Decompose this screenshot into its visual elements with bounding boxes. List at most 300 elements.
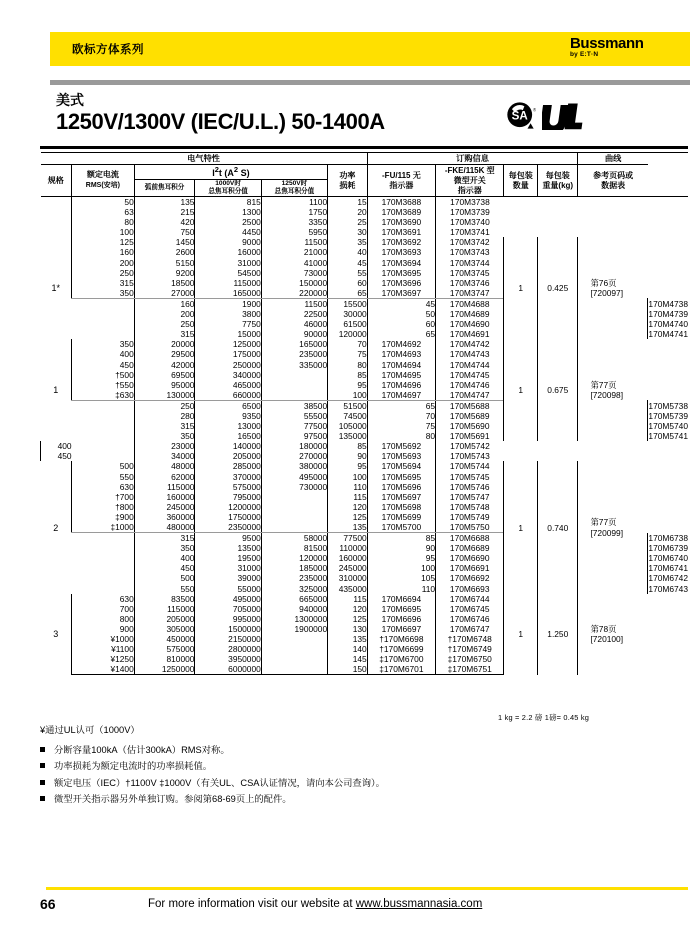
cell-i2t-pre-arc: 9350: [195, 411, 261, 421]
footer-text: [148, 898, 482, 910]
cell-i2t-1250v: 380000: [261, 461, 327, 471]
table-column-header-row: [41, 165, 689, 180]
cell-i2t-pre-arc: 245000: [134, 502, 195, 512]
cell-power-loss: 90: [357, 451, 367, 462]
cell-i2t-pre-arc: 360000: [134, 512, 195, 522]
cell-i2t-1000v: 495000: [195, 594, 261, 604]
cell-power-loss: 115: [353, 593, 367, 604]
cell-rated-current: 800: [72, 614, 135, 624]
col-pack-weight-line2: 重量(kg): [542, 180, 574, 190]
cell-i2t-1250v: 110000: [328, 543, 368, 553]
cell-fu115-code: 170M4694: [367, 360, 435, 370]
csa-mark-icon: [505, 100, 536, 131]
bullet-icon: [40, 796, 45, 801]
cell-fu115-code: 170M5689: [436, 411, 504, 421]
col-pack-weight-line1: 每包装: [545, 170, 570, 180]
brand-sub: by E:T·N: [570, 51, 599, 58]
footnote-list: [40, 742, 480, 808]
cell-rated-current: 200: [134, 309, 195, 319]
cell-power-loss: 125: [352, 511, 367, 522]
grey-divider: [50, 80, 690, 85]
cell-i2t-1250v: 77500: [328, 533, 368, 544]
col-power-loss: [328, 165, 368, 197]
cell-i2t-1000v: 11500: [261, 298, 327, 309]
cell-i2t-1250v: [261, 644, 327, 654]
cell-fke115-code: 170M4741: [648, 329, 688, 340]
cell-fu115-code: †170M6699: [367, 644, 435, 654]
cell-fke115-code: 170M4744: [436, 360, 504, 370]
cell-fke115-code: 170M6742: [648, 573, 688, 584]
cell-i2t-1000v: 235000: [261, 573, 327, 583]
cell-i2t-1000v: 4450: [195, 227, 261, 237]
cell-i2t-1250v: 235000: [261, 349, 327, 359]
cell-fke115-code: 170M4745: [436, 370, 504, 380]
cell-rated-current: ‡630: [72, 390, 135, 401]
cell-i2t-1250v: 730000: [261, 482, 327, 492]
cell-i2t-1000v: 370000: [195, 472, 261, 482]
cell-rated-current: 400: [41, 441, 72, 451]
cell-power-loss: 15: [357, 197, 367, 207]
cell-rated-current: 550: [134, 584, 195, 594]
cell-fu115-code: 170M5699: [367, 512, 435, 522]
cell-fke115-code: 170M6746: [436, 614, 504, 624]
row-group-size: 1*: [51, 283, 61, 294]
cell-i2t-1000v: 31000: [195, 258, 261, 268]
cell-i2t-1250v: 135000: [328, 431, 368, 441]
cell-i2t-pre-arc: 48000: [134, 461, 195, 471]
cell-fu115-code: 170M6697: [367, 624, 435, 634]
col-pack-qty-line2: 数量: [512, 180, 529, 190]
cell-rated-current: 450: [72, 360, 135, 370]
svg-text:®: ®: [543, 123, 548, 130]
col-i2t-1250v: 1250V时 总焦耳积分值: [261, 180, 327, 197]
cell-power-loss: 85: [425, 533, 436, 544]
cell-fu115-code: 170M5698: [367, 502, 435, 512]
cell-power-loss: 35: [357, 237, 367, 248]
cell-pack-weight: 0.675: [538, 339, 578, 441]
bullet-icon: [40, 747, 45, 752]
cell-reference-page: 第77页: [590, 517, 617, 528]
cell-rated-current: 315: [72, 278, 135, 288]
cell-fu115-code: 170M5692: [367, 441, 435, 451]
cell-i2t-1000v: 325000: [261, 584, 327, 594]
cell-fu115-code: 170M3696: [367, 278, 435, 288]
cell-i2t-1000v: 38500: [261, 400, 327, 411]
cell-rated-current: 160: [134, 298, 195, 309]
cell-i2t-1250v: 105000: [328, 421, 368, 431]
cell-i2t-1250v: 3350: [261, 217, 327, 227]
table-row: [41, 461, 689, 471]
table-row: [41, 594, 689, 604]
cell-i2t-1000v: 81500: [261, 543, 327, 553]
cell-power-loss: 65: [425, 400, 436, 411]
cell-fke115-code: 170M5743: [436, 451, 504, 461]
cell-fke115-code: 170M6740: [648, 553, 688, 564]
cell-rated-current: †500: [72, 370, 135, 380]
cell-i2t-1000v: 9000: [195, 237, 261, 247]
cell-i2t-pre-arc: 750: [134, 227, 195, 237]
cell-i2t-1250v: 940000: [261, 604, 327, 614]
kg-conversion-note: 1 kg = 2.2 磅 1磅= 0.45 kg: [498, 713, 590, 722]
cell-reference-page: 第77页: [590, 380, 617, 391]
cell-fu115-code: 170M3692: [367, 237, 435, 247]
cell-fu115-code: 170M6695: [367, 604, 435, 614]
cell-i2t-pre-arc: 450000: [134, 634, 195, 644]
cell-i2t-pre-arc: 13000: [195, 421, 261, 431]
cell-i2t-pre-arc: 19500: [195, 553, 261, 563]
cell-rated-current: 280: [134, 411, 195, 421]
cell-fke115-code: 170M4743: [436, 349, 504, 359]
cell-i2t-pre-arc: 16500: [195, 431, 261, 441]
cell-i2t-1250v: 61500: [328, 319, 368, 329]
col-fke115-line1: -FKE/115K 型: [444, 165, 495, 175]
cell-i2t-1250v: 335000: [261, 360, 327, 370]
cell-fke115-code: ‡170M6751: [436, 664, 504, 675]
cell-i2t-1000v: 250000: [195, 360, 261, 370]
brand-logo: [570, 36, 682, 59]
cell-power-loss: 50: [425, 309, 436, 320]
cell-pack-qty: 1: [504, 339, 538, 441]
cell-power-loss: 65: [425, 329, 436, 340]
cell-fke115-code: 170M4742: [436, 339, 504, 349]
cell-i2t-1000v: 115000: [195, 278, 261, 288]
footnote-lead: ¥通过UL认可（1000V）: [40, 725, 140, 735]
ul-mark-icon: [542, 102, 586, 130]
cell-rated-current: ¥1250: [72, 654, 135, 664]
cell-fu115-code: ‡170M6701: [367, 664, 435, 675]
cell-reference-code: [720099]: [590, 527, 624, 538]
cell-fu115-code: 170M5691: [436, 431, 504, 441]
cell-fu115-code: 170M3695: [367, 268, 435, 278]
table-row: [41, 451, 689, 461]
cell-power-loss: 120: [352, 603, 367, 614]
cell-power-loss: 100: [328, 390, 368, 401]
cell-fke115-code: 170M3740: [436, 217, 504, 227]
cell-power-loss: 90: [425, 543, 436, 554]
cell-fu115-code: 170M3689: [367, 207, 435, 217]
cell-power-loss: 60: [357, 277, 367, 288]
col-fu115: [367, 165, 435, 197]
col-reference-line1: 参考页码或: [593, 170, 634, 180]
cell-i2t-1250v: 165000: [261, 339, 327, 349]
cell-reference: [578, 461, 648, 593]
cell-fke115-code: 170M5740: [648, 421, 688, 432]
cell-i2t-pre-arc: 15000: [195, 329, 261, 339]
cell-power-loss: 60: [425, 319, 436, 330]
cell-i2t-1000v: 1750000: [195, 512, 261, 522]
cell-power-loss: 100: [421, 563, 436, 574]
cell-reference-code: [720100]: [590, 634, 624, 645]
col-power-loss-line2: 损耗: [339, 180, 356, 190]
cell-i2t-1250v: 120000: [328, 329, 368, 339]
series-label: 欧标方体系列: [72, 44, 144, 56]
cell-i2t-1000v: 1500000: [195, 624, 261, 634]
col-fke115: [436, 165, 504, 197]
cell-i2t-1000v: 2150000: [195, 634, 261, 644]
cell-i2t-pre-arc: 95000: [134, 380, 195, 390]
cell-i2t-1000v: 795000: [195, 492, 261, 502]
cell-rated-current: 125: [72, 237, 135, 247]
cell-i2t-pre-arc: 83500: [134, 594, 195, 604]
cell-power-loss: 135: [328, 522, 368, 533]
cell-fu115-code: 170M6692: [436, 573, 504, 583]
cell-power-loss: 135: [352, 634, 367, 645]
cell-i2t-1250v: 73000: [261, 268, 327, 278]
cell-i2t-1000v: 2500: [195, 217, 261, 227]
row-group-size-spacer: [72, 533, 135, 594]
cell-rated-current: 315: [134, 421, 195, 431]
cell-i2t-1000v: 340000: [195, 370, 261, 380]
cell-rated-current: 160: [72, 247, 135, 257]
cell-fu115-code: ‡170M6700: [367, 654, 435, 664]
cell-i2t-1250v: 310000: [328, 573, 368, 583]
cell-rated-current: 80: [72, 217, 135, 227]
cell-i2t-pre-arc: 62000: [134, 472, 195, 482]
cell-i2t-1250v: [261, 370, 327, 380]
title-main: 1250V/1300V (IEC/U.L.) 50-1400A: [56, 109, 385, 134]
cell-i2t-1000v: 90000: [261, 329, 327, 339]
cell-power-loss: 95: [357, 379, 367, 390]
cell-i2t-1000v: 285000: [195, 461, 261, 471]
col-fu115-line2: 指示器: [389, 180, 414, 190]
cell-fke115-code: †170M6749: [436, 644, 504, 654]
cell-rated-current: 250: [134, 400, 195, 411]
cell-fu115-code: †170M6698: [367, 634, 435, 644]
cell-i2t-1250v: 21000: [261, 247, 327, 257]
cell-i2t-1000v: 22500: [261, 309, 327, 319]
cell-fke115-code: 170M3745: [436, 268, 504, 278]
cell-power-loss: 20: [357, 207, 367, 218]
cell-i2t-1250v: [261, 522, 327, 533]
cell-rated-current: ¥1000: [72, 634, 135, 644]
cell-rated-current: †550: [72, 380, 135, 390]
cell-i2t-pre-arc: 215: [134, 207, 195, 217]
cell-fke115-code: 170M5739: [648, 410, 688, 421]
cell-i2t-pre-arc: 115000: [134, 482, 195, 492]
cell-fke115-code: 170M5741: [648, 431, 688, 442]
cell-fu115-code: 170M5700: [367, 522, 435, 533]
cell-i2t-1250v: [261, 380, 327, 390]
table-row: [41, 237, 689, 247]
cell-fke115-code: 170M6739: [648, 543, 688, 554]
cell-i2t-pre-arc: 480000: [134, 522, 195, 533]
cell-fu115-code: 170M6691: [436, 563, 504, 573]
cell-i2t-1250v: 270000: [261, 451, 327, 461]
table-row: [41, 217, 689, 227]
cell-pack-weight: 0.740: [538, 461, 578, 593]
cell-i2t-1000v: 175000: [195, 349, 261, 359]
cell-rated-current: 400: [72, 349, 135, 359]
group-header-electrical: 电气特性: [41, 153, 368, 165]
col-pack-qty: [504, 165, 538, 197]
cell-fke115-code: 170M4739: [648, 309, 688, 320]
cell-rated-current: 250: [72, 268, 135, 278]
cell-fke115-code: 170M3739: [436, 207, 504, 217]
cell-fu115-code: 170M4693: [367, 349, 435, 359]
cell-i2t-1250v: 160000: [328, 553, 368, 563]
cell-rated-current: 630: [72, 594, 135, 604]
cell-fu115-code: 170M4692: [367, 339, 435, 349]
cell-rated-current: 900: [72, 624, 135, 634]
col-fu115-line1: -FU/115 无: [382, 170, 421, 180]
cell-i2t-1250v: 495000: [261, 472, 327, 482]
cell-reference-code: [720097]: [590, 288, 624, 299]
cell-fke115-code: 170M5745: [436, 472, 504, 482]
cell-fu115-code: 170M6696: [367, 614, 435, 624]
cell-power-loss: 95: [357, 461, 367, 472]
cell-fke115-code: 170M5746: [436, 482, 504, 492]
cell-power-loss: 115: [353, 491, 367, 502]
cell-i2t-1250v: 41000: [261, 258, 327, 268]
cell-i2t-pre-arc: 1900: [195, 298, 261, 309]
col-rated-current-line1: 额定电流: [86, 170, 119, 179]
group-header-curve: 曲线: [578, 153, 648, 165]
cell-fu115-code: 170M5690: [436, 421, 504, 431]
cell-fke115-code: 170M5749: [436, 512, 504, 522]
cell-i2t-1000v: 3950000: [195, 654, 261, 664]
cell-i2t-pre-arc: 135: [134, 197, 195, 208]
cell-i2t-1000v: 46000: [261, 319, 327, 329]
cell-i2t-pre-arc: 305000: [134, 624, 195, 634]
cell-i2t-1250v: 435000: [328, 584, 368, 594]
cell-rated-current: ‡900: [72, 512, 135, 522]
cell-i2t-pre-arc: 23000: [134, 441, 195, 451]
cell-fke115-code: 170M5750: [436, 522, 504, 533]
cell-fu115-code: 170M4696: [367, 380, 435, 390]
cell-fke115-code: 170M5747: [436, 492, 504, 502]
cell-i2t-1000v: 125000: [195, 339, 261, 349]
cell-power-loss: 95: [425, 553, 436, 564]
cell-i2t-1000v: 575000: [195, 482, 261, 492]
cell-i2t-1250v: 1300000: [261, 614, 327, 624]
footnote-text: 分断容量100kA（估计300kA）RMS对称。: [54, 744, 230, 755]
cell-i2t-1250v: 1900000: [261, 624, 327, 634]
cell-i2t-pre-arc: 55000: [195, 584, 261, 594]
cell-i2t-1250v: 15500: [328, 298, 368, 309]
cell-i2t-1000v: 1200000: [195, 502, 261, 512]
cell-power-loss: 85: [357, 441, 367, 452]
cell-reference: [578, 237, 648, 339]
cell-rated-current: †800: [72, 502, 135, 512]
col-pack-weight: [538, 165, 578, 197]
cell-i2t-pre-arc: 29500: [134, 349, 195, 359]
cell-fu115-code: 170M6688: [436, 533, 504, 544]
cell-rated-current: 500: [134, 573, 195, 583]
cell-rated-current: ¥1100: [72, 644, 135, 654]
cell-i2t-1000v: 54500: [195, 268, 261, 278]
footer-website-link[interactable]: www.bussmannasia.com: [355, 898, 483, 910]
cell-i2t-1000v: 97500: [261, 431, 327, 441]
cell-power-loss: 55: [357, 267, 367, 278]
cell-reference-page: 第78页: [590, 624, 617, 635]
cell-i2t-1250v: [261, 390, 327, 401]
cell-fke115-code: 170M6745: [436, 604, 504, 614]
cell-rated-current: ¥1400: [72, 664, 135, 675]
cell-reference-code: [720098]: [590, 390, 624, 401]
cell-i2t-1250v: [261, 512, 327, 522]
cell-i2t-pre-arc: 42000: [134, 360, 195, 370]
cell-pack-qty: 1: [504, 594, 538, 675]
svg-text:SA: SA: [511, 109, 528, 123]
col-rated-current-line2: RMS(安培): [85, 182, 121, 189]
cell-rated-current: 63: [72, 207, 135, 217]
cell-i2t-pre-arc: 130000: [134, 390, 195, 401]
cell-reference-page: 第76页: [590, 278, 617, 289]
footnote-text: 微型开关指示器另外单独订购。参阅第68-69页上的配件。: [54, 794, 292, 804]
footnote-item: [40, 791, 480, 808]
cell-i2t-1000v: 120000: [261, 553, 327, 563]
cell-power-loss: 75: [425, 421, 436, 432]
cell-fu115-code: 170M5694: [367, 461, 435, 471]
cell-rated-current: 250: [134, 319, 195, 329]
table-row: [41, 339, 689, 349]
cell-i2t-pre-arc: 115000: [134, 604, 195, 614]
cell-power-loss: 70: [425, 410, 436, 421]
col-i2t-pre-arc: 弧前焦耳积分: [134, 180, 195, 197]
footnotes: [40, 722, 480, 808]
cell-rated-current: 450: [134, 563, 195, 573]
cell-rated-current: 350: [134, 431, 195, 441]
cell-fu115-code: 170M5696: [367, 482, 435, 492]
table-row: [41, 197, 689, 208]
cell-i2t-pre-arc: 39000: [195, 573, 261, 583]
cell-i2t-1250v: 51500: [328, 400, 368, 411]
cell-pack-qty: 1: [504, 237, 538, 339]
cell-fke115-code: 170M4746: [436, 380, 504, 390]
cell-power-loss: 25: [357, 217, 367, 228]
row-group-size: 3: [53, 629, 59, 640]
cell-power-loss: 70: [357, 339, 367, 350]
footnote-item: [40, 742, 480, 759]
cell-i2t-1000v: 1300: [195, 207, 261, 217]
cell-rated-current: 350: [72, 339, 135, 349]
cell-i2t-pre-arc: 1450: [134, 237, 195, 247]
group-header-ordering: 订购信息: [367, 153, 578, 165]
cell-pack-weight: 1.250: [538, 594, 578, 675]
cell-fu115-code: 170M4689: [436, 309, 504, 319]
cell-i2t-1250v: 245000: [328, 563, 368, 573]
cell-i2t-1250v: [261, 664, 327, 675]
cell-power-loss: 145: [352, 654, 367, 665]
cell-i2t-1250v: [261, 492, 327, 502]
cell-i2t-1000v: 995000: [195, 614, 261, 624]
col-reference: [578, 165, 648, 197]
cell-rated-current: 450: [41, 451, 72, 461]
col-rated-current: [72, 165, 135, 197]
col-i2t-1000v: 1000V时 总焦耳积分值: [195, 180, 261, 197]
cell-power-loss: 130: [352, 623, 367, 634]
cell-power-loss: 140: [352, 644, 367, 655]
cell-i2t-1000v: 6000000: [195, 664, 261, 675]
cell-i2t-pre-arc: 1250000: [134, 664, 195, 675]
cell-rated-current: 500: [72, 461, 135, 471]
cell-i2t-1000v: 16000: [195, 247, 261, 257]
brand-name: Bussmann: [570, 35, 644, 52]
cell-power-loss: 75: [357, 349, 367, 360]
cell-fu115-code: 170M3693: [367, 247, 435, 257]
cell-rated-current: 350: [134, 543, 195, 553]
cell-fu115-code: 170M3690: [367, 217, 435, 227]
cell-i2t-1000v: 2350000: [195, 522, 261, 533]
cell-i2t-1250v: 1750: [261, 207, 327, 217]
cell-i2t-pre-arc: 5150: [134, 258, 195, 268]
cell-i2t-1250v: 150000: [261, 278, 327, 288]
cell-i2t-1250v: 1100: [261, 197, 327, 208]
cell-fke115-code: 170M3744: [436, 258, 504, 268]
title-subtitle: 美式: [56, 92, 84, 108]
cell-fu115-code: 170M4695: [367, 370, 435, 380]
page-number: 66: [40, 896, 56, 912]
